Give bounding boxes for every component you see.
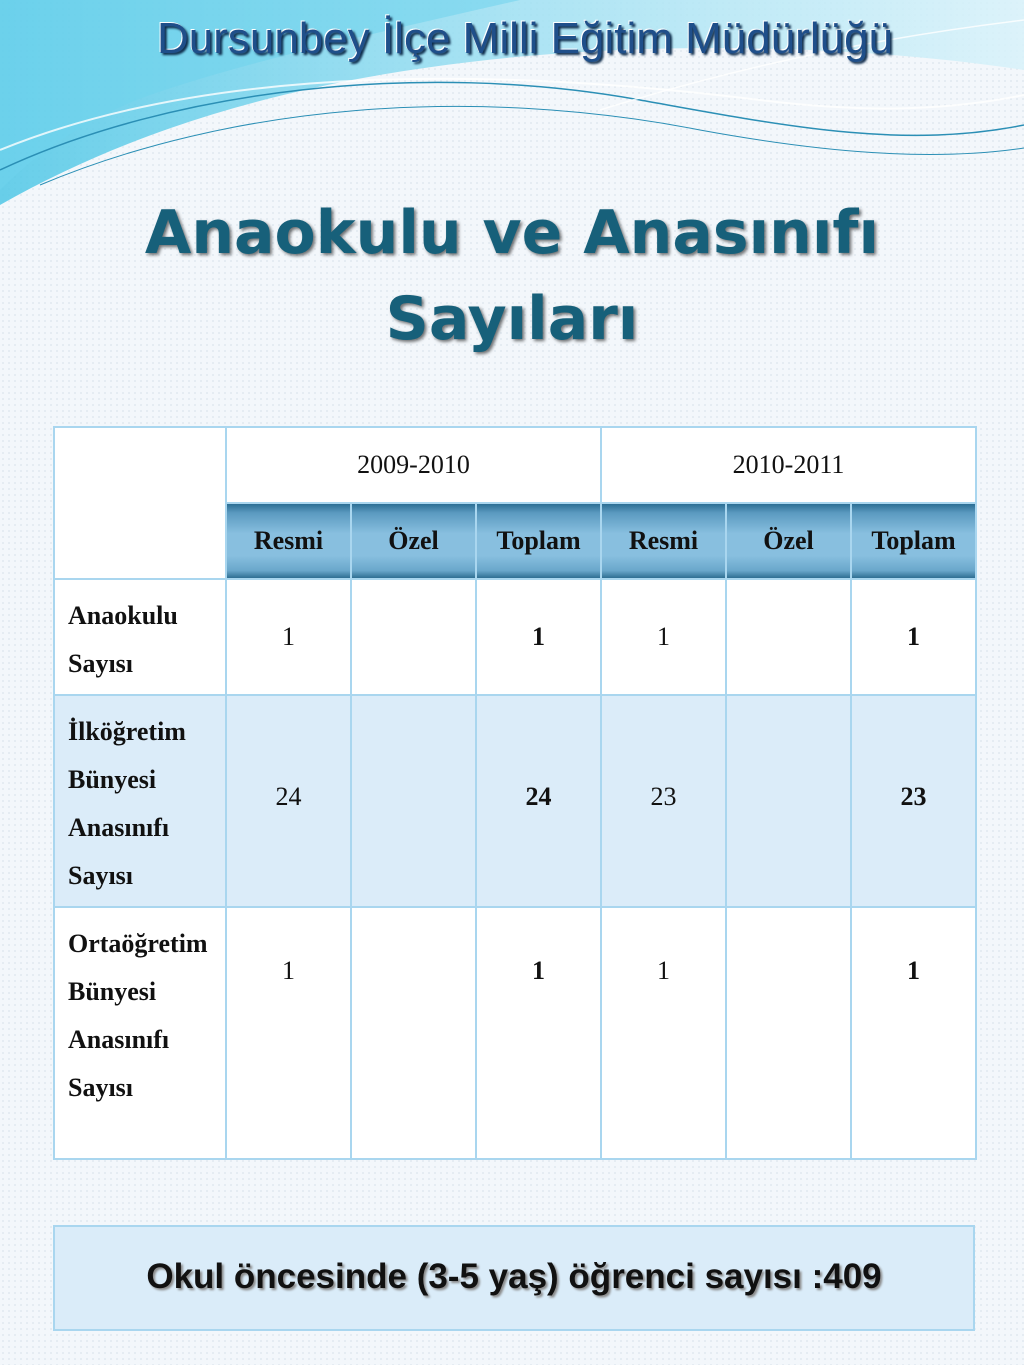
row-label-line: Sayısı [68, 1073, 134, 1102]
table-cell: 1 [226, 579, 351, 695]
slide-title [0, 190, 1024, 362]
preschool-count-table [53, 426, 977, 1160]
table-cell-total: 23 [851, 695, 976, 907]
column-header: Toplam [851, 503, 976, 579]
row-label-line: Bünyesi [68, 765, 157, 794]
row-label-line: Anasınıfı [68, 1025, 170, 1054]
table-cell-total: 1 [851, 579, 976, 695]
column-header: Özel [351, 503, 476, 579]
table-cell-total: 1 [476, 579, 601, 695]
summary-text: Okul öncesinde (3-5 yaş) öğrenci sayısı :409 [146, 1257, 882, 1296]
table-cell [726, 907, 851, 1159]
row-label-line: Sayısı [68, 861, 134, 890]
table-cell [726, 695, 851, 907]
table-cell-total: 1 [476, 907, 601, 1159]
row-label-line: Anasınıfı [68, 813, 170, 842]
summary-box [53, 1225, 975, 1331]
table-cell: 1 [601, 579, 726, 695]
row-label [54, 907, 226, 1159]
row-label-line: Ortaöğretim [68, 929, 208, 958]
row-label [54, 579, 226, 695]
slide-title-line-1: Anaokulu ve Anasınıfı [144, 198, 880, 268]
column-header: Resmi [601, 503, 726, 579]
table-cell: 23 [601, 695, 726, 907]
table-row [54, 907, 976, 1159]
table-cell: 1 [226, 907, 351, 1159]
year-header-row [54, 427, 976, 503]
table-cell: 1 [601, 907, 726, 1159]
row-label [54, 695, 226, 907]
row-label-line: Sayısı [68, 649, 134, 678]
table-cell-total: 1 [851, 907, 976, 1159]
year-header: 2010-2011 [601, 427, 976, 503]
slide-title-line-2: Sayıları [385, 284, 639, 354]
organization-title: Dursunbey İlçe Milli Eğitim Müdürlüğü [156, 14, 894, 63]
row-label-line: Anaokulu [68, 601, 178, 630]
empty-corner-cell [54, 427, 226, 579]
year-header: 2009-2010 [226, 427, 601, 503]
row-label-line: Bünyesi [68, 977, 157, 1006]
table-cell [351, 907, 476, 1159]
table-row [54, 695, 976, 907]
row-label-line: İlköğretim [68, 717, 186, 746]
column-header: Özel [726, 503, 851, 579]
table-cell [726, 579, 851, 695]
column-header: Resmi [226, 503, 351, 579]
table-cell: 24 [226, 695, 351, 907]
table-row [54, 579, 976, 695]
column-header: Toplam [476, 503, 601, 579]
table-cell [351, 695, 476, 907]
table-cell [351, 579, 476, 695]
table-cell-total: 24 [476, 695, 601, 907]
